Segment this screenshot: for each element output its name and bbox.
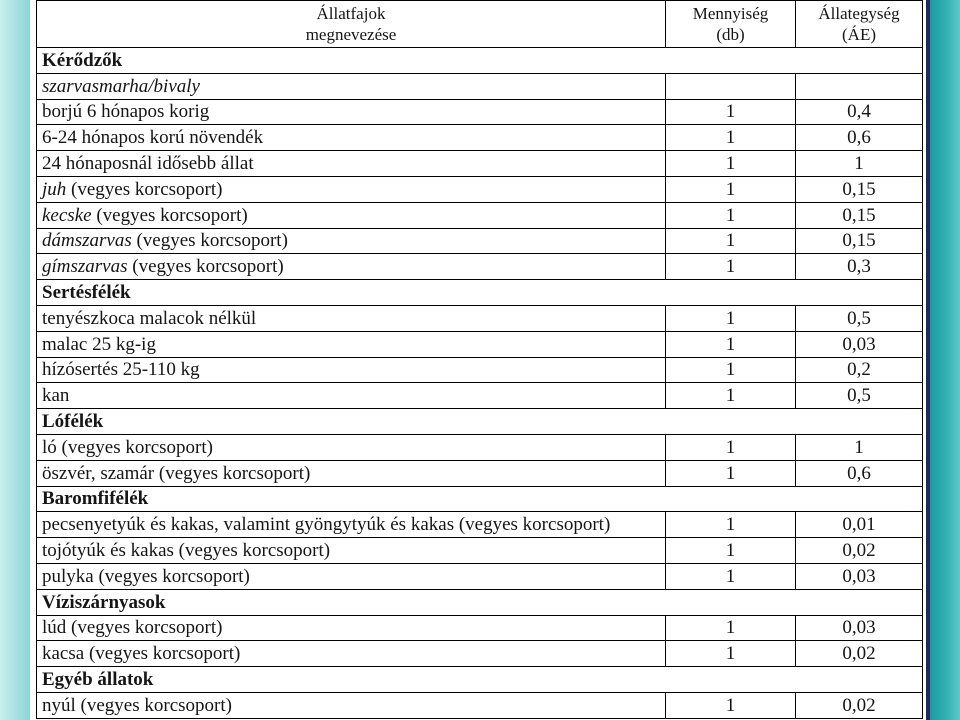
header-quantity	[666, 1, 796, 48]
section-heading: Víziszárnyasok	[37, 589, 923, 615]
quantity-cell: 1	[666, 331, 796, 357]
section-row	[37, 667, 923, 693]
species-name: 24 hónaposnál idősebb állat	[37, 151, 666, 177]
species-name-rest: (vegyes korcsoport)	[71, 178, 223, 200]
animal-unit-cell: 0,2	[796, 357, 923, 383]
quantity-cell: 1	[666, 512, 796, 538]
animal-unit-cell: 0,6	[796, 125, 923, 151]
right-background-strip	[930, 0, 960, 720]
section-row	[37, 409, 923, 435]
header-quantity-line1: Mennyiség	[692, 4, 769, 23]
quantity-cell: 1	[666, 228, 796, 254]
header-animal-unit	[796, 1, 923, 48]
subgroup-row	[37, 73, 923, 99]
species-name: borjú 6 hónapos korig	[37, 99, 666, 125]
section-heading: Sertésfélék	[37, 280, 923, 306]
table-row	[37, 615, 923, 641]
header-animal-unit-line2: (ÁE)	[842, 25, 876, 44]
section-heading: Lófélék	[37, 409, 923, 435]
quantity-cell: 1	[666, 563, 796, 589]
species-name-italic: gímszarvas	[42, 256, 128, 278]
animal-unit-cell: 0,3	[796, 254, 923, 280]
species-name: malac 25 kg-ig	[37, 331, 666, 357]
species-name: lúd (vegyes korcsoport)	[37, 615, 666, 641]
species-name	[37, 202, 666, 228]
table-header-row	[37, 1, 923, 48]
left-background-strip	[0, 0, 30, 720]
animal-unit-cell: 0,02	[796, 538, 923, 564]
quantity-cell: 1	[666, 305, 796, 331]
table-row	[37, 641, 923, 667]
section-row	[37, 280, 923, 306]
header-species-line1: Állatfajok	[316, 4, 386, 23]
table-row	[37, 125, 923, 151]
animal-unit-cell: 0,5	[796, 383, 923, 409]
animal-unit-cell: 1	[796, 151, 923, 177]
quantity-cell: 1	[666, 538, 796, 564]
animal-unit-cell: 0,5	[796, 305, 923, 331]
quantity-cell: 1	[666, 125, 796, 151]
table-row	[37, 176, 923, 202]
species-name-italic: kecske	[42, 204, 92, 226]
species-name: öszvér, szamár (vegyes korcsoport)	[37, 460, 666, 486]
section-row	[37, 589, 923, 615]
quantity-cell: 1	[666, 615, 796, 641]
species-name: 6-24 hónapos korú növendék	[37, 125, 666, 151]
animal-unit-cell: 0,01	[796, 512, 923, 538]
table-row	[37, 512, 923, 538]
table-row	[37, 563, 923, 589]
species-name: pecsenyetyúk és kakas, valamint gyöngytyúk és kakas (vegyes korcsoport)	[37, 512, 666, 538]
species-name	[37, 254, 666, 280]
species-name: ló (vegyes korcsoport)	[37, 434, 666, 460]
animal-unit-cell: 0,02	[796, 692, 923, 718]
animal-unit-cell: 0,6	[796, 460, 923, 486]
header-quantity-line2: (db)	[716, 25, 745, 44]
quantity-cell: 1	[666, 99, 796, 125]
species-name: kan	[37, 383, 666, 409]
species-name-rest: (vegyes korcsoport)	[132, 256, 284, 278]
table-row	[37, 538, 923, 564]
subgroup-name: szarvasmarha/bivaly	[37, 73, 666, 99]
quantity-cell: 1	[666, 434, 796, 460]
table-row	[37, 692, 923, 718]
species-name	[37, 228, 666, 254]
section-heading: Egyéb állatok	[37, 667, 923, 693]
animal-unit-cell: 0,4	[796, 99, 923, 125]
quantity-cell: 1	[666, 254, 796, 280]
species-name: nyúl (vegyes korcsoport)	[37, 692, 666, 718]
header-animal-unit-line1: Állategység	[818, 4, 900, 23]
animal-unit-cell: 0,15	[796, 228, 923, 254]
section-heading: Baromfifélék	[37, 486, 923, 512]
table-row	[37, 383, 923, 409]
table-row	[37, 331, 923, 357]
species-name-italic: dámszarvas	[42, 230, 132, 252]
species-name: pulyka (vegyes korcsoport)	[37, 563, 666, 589]
quantity-cell: 1	[666, 460, 796, 486]
species-name: hízósertés 25-110 kg	[37, 357, 666, 383]
species-name: tojótyúk és kakas (vegyes korcsoport)	[37, 538, 666, 564]
animal-unit-cell: 0,03	[796, 615, 923, 641]
species-name-rest: (vegyes korcsoport)	[96, 204, 248, 226]
table-row	[37, 434, 923, 460]
quantity-cell: 1	[666, 641, 796, 667]
header-species-line2: megnevezése	[305, 25, 397, 44]
species-name: tenyészkoca malacok nélkül	[37, 305, 666, 331]
quantity-cell	[666, 73, 796, 99]
table-row	[37, 254, 923, 280]
animal-unit-cell: 0,02	[796, 641, 923, 667]
table-row	[37, 151, 923, 177]
species-name-rest: (vegyes korcsoport)	[136, 230, 288, 252]
table-row	[37, 305, 923, 331]
quantity-cell: 1	[666, 357, 796, 383]
table-row	[37, 357, 923, 383]
animal-unit-cell: 1	[796, 434, 923, 460]
animal-unit-cell: 0,03	[796, 563, 923, 589]
species-name	[37, 176, 666, 202]
table-row	[37, 460, 923, 486]
section-row	[37, 48, 923, 74]
section-row	[37, 486, 923, 512]
quantity-cell: 1	[666, 176, 796, 202]
animal-unit-cell: 0,15	[796, 176, 923, 202]
quantity-cell: 1	[666, 692, 796, 718]
quantity-cell: 1	[666, 202, 796, 228]
species-name-italic: juh	[42, 178, 67, 200]
quantity-cell: 1	[666, 383, 796, 409]
header-species	[37, 1, 666, 48]
table-row	[37, 228, 923, 254]
animal-unit-cell	[796, 73, 923, 99]
table-row	[37, 202, 923, 228]
livestock-unit-table	[36, 0, 923, 719]
section-heading: Kérődzők	[37, 48, 923, 74]
quantity-cell: 1	[666, 151, 796, 177]
table-row	[37, 99, 923, 125]
animal-unit-cell: 0,15	[796, 202, 923, 228]
species-name: kacsa (vegyes korcsoport)	[37, 641, 666, 667]
animal-unit-cell: 0,03	[796, 331, 923, 357]
